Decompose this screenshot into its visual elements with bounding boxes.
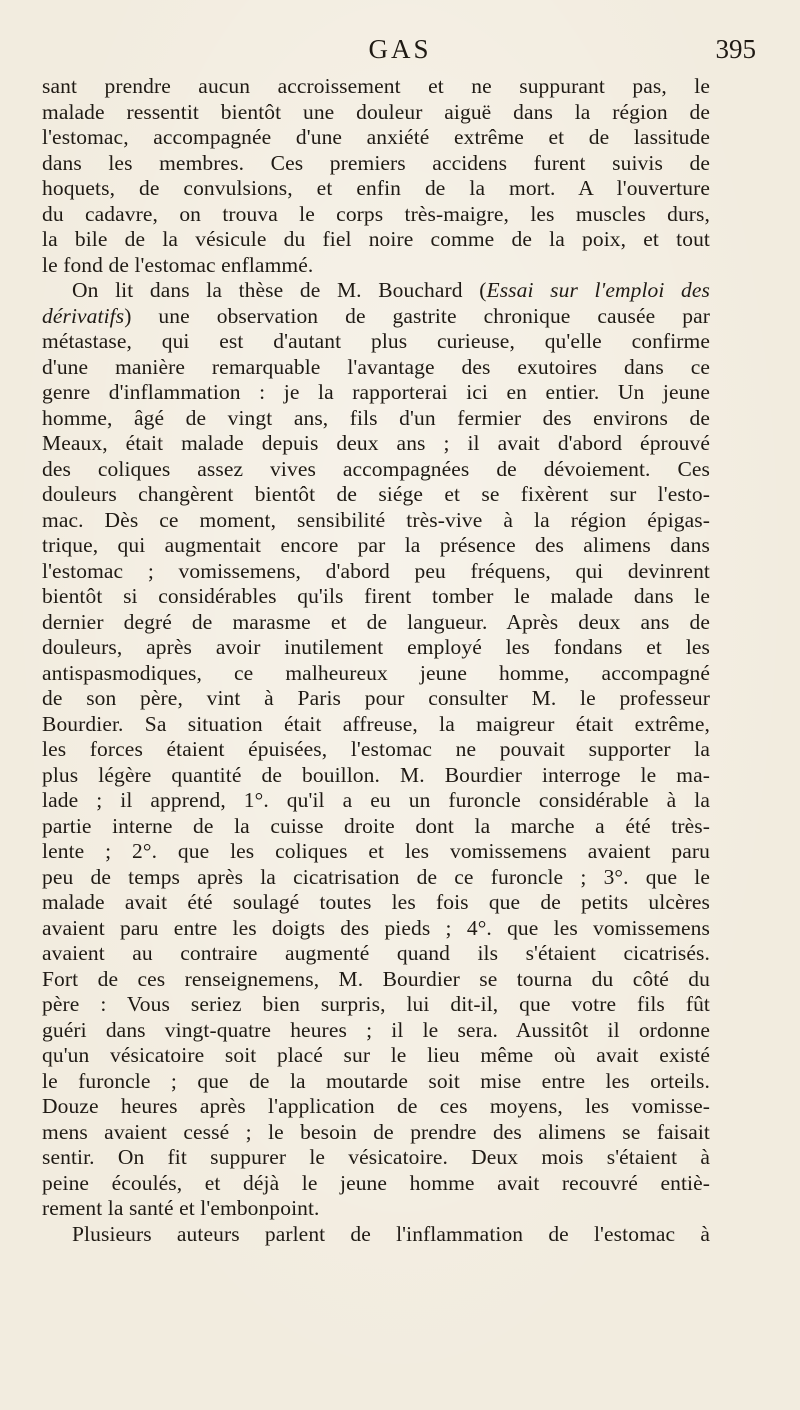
text-line [42,686,710,712]
text-line [42,1094,710,1120]
text-line [42,125,710,151]
line-text: ) une observation de gastrite chronique causée par [124,303,710,328]
line-text: lade ; il apprend, 1°. qu'il a eu un furoncle considérable à la [42,788,710,812]
text-line [42,1069,710,1095]
line-text: peu de temps après la cicatrisation de ce furoncle ; 3°. que le [42,864,710,889]
text-line [42,1120,710,1146]
line-text: Bourdier. Sa situation était affreuse, la maigreur était extrême, [42,711,710,736]
line-text: sant prendre aucun accroissement et ne suppurant pas, le [42,74,710,98]
italic-title: Essai sur l'emploi des [486,278,710,302]
text-line [42,406,710,432]
line-text: Fort de ces renseignemens, M. Bourdier se tourna du côté du [42,966,710,991]
text-line [42,329,710,355]
line-text: avaient au contraire augmenté quand ils s'étaient cicatrisés. [42,941,710,965]
text-line [42,457,710,483]
line-text: genre d'inflammation : je la rapporterai ici en entier. Un jeune [42,380,710,404]
text-line [42,176,710,202]
line-text: des coliques assez vives accompagnées de dévoiement. Ces [42,456,710,481]
text-line [42,763,710,789]
text-line [42,304,710,330]
line-text: Meaux, était malade depuis deux ans ; il avait d'abord éprouvé [42,431,710,455]
text-line [42,1171,710,1197]
line-text: On lit dans la thèse de M. Bouchard ( [72,278,487,302]
text-line [42,380,710,406]
running-head [40,34,760,70]
text-line [42,1222,710,1248]
text-line [42,941,710,967]
line-text: de son père, vint à Paris pour consulter M. le professeur [42,686,710,710]
line-text: douleurs, après avoir inutilement employé les fondans et les [42,635,710,659]
text-line [42,559,710,585]
line-text: la bile de la vésicule du fiel noire comme de la poix, et tout [42,227,710,251]
text-line [42,661,710,687]
text-line [42,227,710,253]
text-line [42,202,710,228]
line-text: du cadavre, on trouva le corps très-maigre, les muscles durs, [42,201,710,226]
text-line [42,1043,710,1069]
text-line [42,355,710,381]
line-text: dans les membres. Ces premiers accidens furent suivis de [42,150,710,175]
text-line [42,967,710,993]
text-line [42,865,710,891]
line-text: partie interne de la cuisse droite dont la marche a été très- [42,813,710,838]
line-text: peine écoulés, et déjà le jeune homme avait recouvré entiè- [42,1170,710,1195]
line-text: hoquets, de convulsions, et enfin de la mort. A l'ouverture [42,176,710,200]
line-text: guéri dans vingt-quatre heures ; il le sera. Aussitôt il ordonne [42,1017,710,1042]
line-text: bientôt si considérables qu'ils firent tomber le malade dans le [42,584,710,608]
line-text: d'une manière remarquable l'avantage des exutoires dans ce [42,354,710,379]
text-line [42,814,710,840]
line-text: plus légère quantité de bouillon. M. Bourdier interroge le ma- [42,762,710,787]
line-text: le fond de l'estomac enflammé. [42,252,314,277]
line-text: dernier degré de marasme et de langueur. Après deux ans de [42,609,710,634]
line-text: les forces étaient épuisées, l'estomac ne pouvait supporter la [42,737,710,761]
line-text: Plusieurs auteurs parlent de l'inflammation de l'estomac à [72,1221,710,1246]
line-text: père : Vous seriez bien surpris, lui dit-il, que votre fils fût [42,992,710,1016]
text-line [42,482,710,508]
line-text: l'estomac ; vomissemens, d'abord peu fréquens, qui devinrent [42,558,710,583]
text-line [42,788,710,814]
text-line [42,1018,710,1044]
text-line [42,1196,710,1222]
line-text: Douze heures après l'application de ces moyens, les vomisse- [42,1094,710,1118]
line-text: malade avait été soulagé toutes les fois que de petits ulcères [42,890,710,914]
page-number: 395 [715,34,756,64]
line-text: le furoncle ; que de la moutarde soit mise entre les orteils. [42,1068,710,1093]
text-line [42,533,710,559]
text-line [42,151,710,177]
running-title: GAS [368,34,432,64]
text-line [42,278,710,304]
line-text: mens avaient cessé ; le besoin de prendre des alimens se faisait [42,1119,710,1144]
text-line [42,712,710,738]
line-text: rement la santé et l'embonpoint. [42,1196,320,1220]
text-line [42,635,710,661]
line-text: homme, âgé de vingt ans, fils d'un fermier des environs de [42,405,710,430]
text-line [42,584,710,610]
body-text [42,74,710,1247]
line-text: mac. Dès ce moment, sensibilité très-vive à la région épigas- [42,507,710,532]
text-line [42,839,710,865]
text-line [42,992,710,1018]
text-line [42,916,710,942]
text-line [42,74,710,100]
italic-title: dérivatifs [42,303,125,328]
line-text: sentir. On fit suppurer le vésicatoire. Deux mois s'étaient à [42,1145,710,1169]
line-text: trique, qui augmentait encore par la présence des alimens dans [42,533,710,557]
line-text: métastase, qui est d'autant plus curieuse, qu'elle confirme [42,329,710,353]
text-line [42,508,710,534]
text-line [42,431,710,457]
line-text: qu'un vésicatoire soit placé sur le lieu même où avait existé [42,1043,710,1067]
text-line [42,1145,710,1171]
line-text: douleurs changèrent bientôt de siége et se fixèrent sur l'esto- [42,482,710,506]
text-line [42,610,710,636]
line-text: antispasmodiques, ce malheureux jeune homme, accompagné [42,660,710,685]
line-text: malade ressentit bientôt une douleur aiguë dans la région de [42,99,710,124]
text-line [42,100,710,126]
line-text: l'estomac, accompagnée d'une anxiété extrême et de lassitude [42,125,710,149]
line-text: avaient paru entre les doigts des pieds ; 4°. que les vomissemens [42,915,710,940]
line-text: lente ; 2°. que les coliques et les vomissemens avaient paru [42,839,710,863]
text-line [42,890,710,916]
text-line [42,737,710,763]
text-line [42,253,710,279]
